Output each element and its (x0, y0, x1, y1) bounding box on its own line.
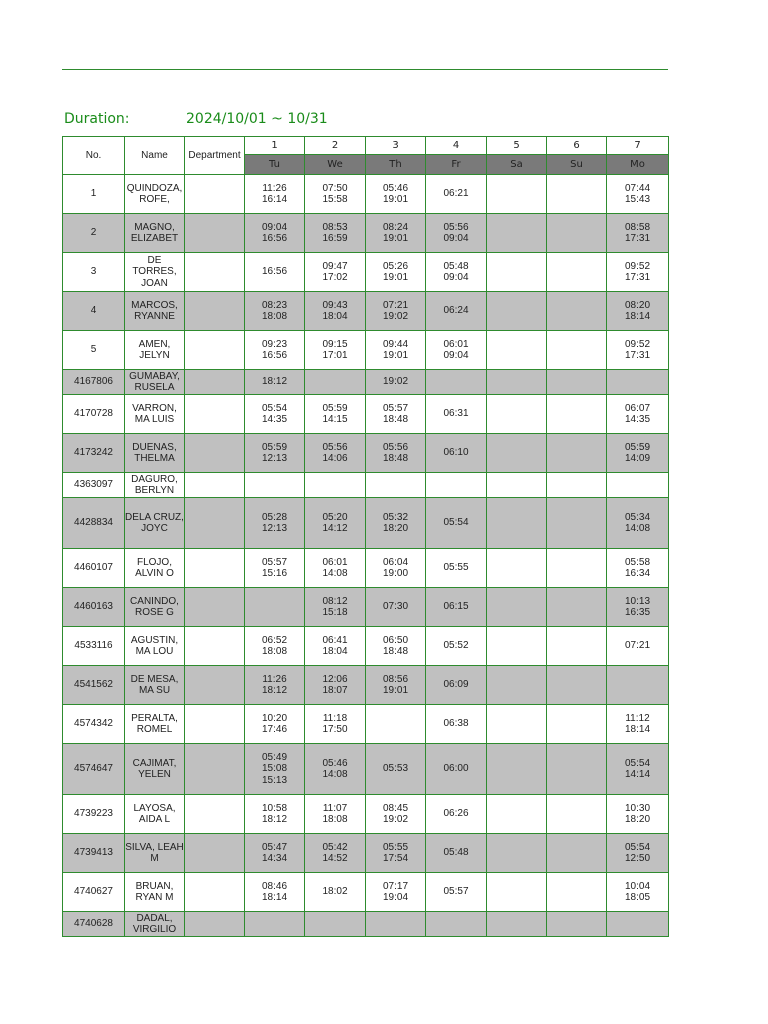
time-cell (487, 873, 547, 912)
time-cell (487, 588, 547, 627)
time-cell: 09:43 18:04 (305, 292, 366, 331)
time-cell: 06:24 (426, 292, 487, 331)
employee-department (185, 434, 245, 473)
time-cell: 08:20 18:14 (607, 292, 669, 331)
time-cell (547, 588, 607, 627)
time-cell: 05:56 14:06 (305, 434, 366, 473)
employee-name: MARCOS, RYANNE (125, 292, 185, 331)
employee-no: 4167806 (63, 370, 125, 395)
day-name: We (305, 155, 366, 175)
time-cell: 10:13 16:35 (607, 588, 669, 627)
time-cell (547, 292, 607, 331)
time-cell: 05:55 17:54 (366, 834, 426, 873)
employee-no: 4574342 (63, 705, 125, 744)
time-cell: 08:53 16:59 (305, 214, 366, 253)
employee-department (185, 588, 245, 627)
time-cell: 05:48 09:04 (426, 253, 487, 292)
time-cell (547, 744, 607, 795)
day-number: 2 (305, 137, 366, 155)
time-cell: 07:30 (366, 588, 426, 627)
time-cell (547, 473, 607, 498)
table-row (63, 292, 669, 331)
time-cell (547, 912, 607, 937)
time-cell: 05:54 (426, 498, 487, 549)
time-cell (487, 253, 547, 292)
time-cell (547, 253, 607, 292)
table-row (63, 175, 669, 214)
employee-name: AGUSTIN, MA LOU (125, 627, 185, 666)
employee-no: 5 (63, 331, 125, 370)
employee-department (185, 795, 245, 834)
time-cell: 05:58 16:34 (607, 549, 669, 588)
time-cell (607, 370, 669, 395)
table-row (63, 214, 669, 253)
employee-department (185, 744, 245, 795)
time-cell (547, 434, 607, 473)
table-row (63, 744, 669, 795)
time-cell (305, 912, 366, 937)
time-cell: 05:57 18:48 (366, 395, 426, 434)
time-cell (487, 744, 547, 795)
employee-department (185, 666, 245, 705)
time-cell (547, 175, 607, 214)
employee-no: 4460163 (63, 588, 125, 627)
time-cell: 12:06 18:07 (305, 666, 366, 705)
time-cell: 11:26 18:12 (245, 666, 305, 705)
time-cell (426, 473, 487, 498)
employee-department (185, 395, 245, 434)
time-cell: 09:15 17:01 (305, 331, 366, 370)
employee-department (185, 627, 245, 666)
table-row (63, 370, 669, 395)
time-cell: 06:00 (426, 744, 487, 795)
time-cell: 09:52 17:31 (607, 331, 669, 370)
time-cell: 18:12 (245, 370, 305, 395)
time-cell: 05:55 (426, 549, 487, 588)
time-cell (547, 873, 607, 912)
time-cell: 05:59 12:13 (245, 434, 305, 473)
time-cell (487, 331, 547, 370)
time-cell: 05:59 14:15 (305, 395, 366, 434)
employee-name: DE TORRES, JOAN (125, 253, 185, 292)
time-cell (305, 473, 366, 498)
time-cell: 08:45 19:02 (366, 795, 426, 834)
time-cell: 06:50 18:48 (366, 627, 426, 666)
time-cell: 06:15 (426, 588, 487, 627)
employee-name: DAGURO, BERLYN (125, 473, 185, 498)
time-cell (487, 834, 547, 873)
employee-no: 4170728 (63, 395, 125, 434)
employee-department (185, 473, 245, 498)
time-cell: 11:26 16:14 (245, 175, 305, 214)
day-number: 4 (426, 137, 487, 155)
day-number: 1 (245, 137, 305, 155)
employee-department (185, 549, 245, 588)
employee-no: 1 (63, 175, 125, 214)
day-name: Mo (607, 155, 669, 175)
employee-name: SILVA, LEAH M (125, 834, 185, 873)
table-row (63, 666, 669, 705)
time-cell (607, 912, 669, 937)
time-cell (487, 370, 547, 395)
time-cell: 18:02 (305, 873, 366, 912)
time-cell: 05:53 (366, 744, 426, 795)
table-row (63, 549, 669, 588)
employee-no: 4 (63, 292, 125, 331)
attendance-table (62, 136, 669, 937)
day-name: Tu (245, 155, 305, 175)
employee-department (185, 331, 245, 370)
employee-department (185, 175, 245, 214)
employee-no: 4574647 (63, 744, 125, 795)
time-cell (547, 214, 607, 253)
time-cell: 06:10 (426, 434, 487, 473)
time-cell (487, 627, 547, 666)
time-cell (487, 912, 547, 937)
time-cell: 10:30 18:20 (607, 795, 669, 834)
employee-name: QUINDOZA, ROFE, (125, 175, 185, 214)
employee-no: 4460107 (63, 549, 125, 588)
time-cell: 07:17 19:04 (366, 873, 426, 912)
time-cell: 09:04 16:56 (245, 214, 305, 253)
employee-department (185, 370, 245, 395)
table-row (63, 588, 669, 627)
time-cell: 08:56 19:01 (366, 666, 426, 705)
employee-name: CAJIMAT, YELEN (125, 744, 185, 795)
day-number: 7 (607, 137, 669, 155)
time-cell: 05:56 18:48 (366, 434, 426, 473)
employee-no: 4739223 (63, 795, 125, 834)
time-cell (245, 588, 305, 627)
time-cell (487, 549, 547, 588)
time-cell: 07:50 15:58 (305, 175, 366, 214)
time-cell (487, 705, 547, 744)
time-cell (426, 370, 487, 395)
table-row (63, 473, 669, 498)
duration-value: 2024/10/01 ~ 10/31 (186, 111, 328, 127)
time-cell: 09:44 19:01 (366, 331, 426, 370)
time-cell: 09:23 16:56 (245, 331, 305, 370)
time-cell: 06:26 (426, 795, 487, 834)
time-cell: 06:52 18:08 (245, 627, 305, 666)
time-cell (487, 292, 547, 331)
time-cell (245, 912, 305, 937)
time-cell (547, 795, 607, 834)
time-cell: 06:31 (426, 395, 487, 434)
day-number: 3 (366, 137, 426, 155)
time-cell (607, 473, 669, 498)
day-name: Fr (426, 155, 487, 175)
employee-no: 4363097 (63, 473, 125, 498)
time-cell (547, 666, 607, 705)
employee-name: DUENAS, THELMA (125, 434, 185, 473)
time-cell: 05:32 18:20 (366, 498, 426, 549)
employee-department (185, 834, 245, 873)
employee-name: AMEN, JELYN (125, 331, 185, 370)
time-cell: 06:04 19:00 (366, 549, 426, 588)
time-cell: 05:28 12:13 (245, 498, 305, 549)
time-cell: 06:38 (426, 705, 487, 744)
employee-no: 4173242 (63, 434, 125, 473)
table-row (63, 795, 669, 834)
employee-name: MAGNO, ELIZABET (125, 214, 185, 253)
time-cell: 11:12 18:14 (607, 705, 669, 744)
time-cell: 05:34 14:08 (607, 498, 669, 549)
duration-label: Duration: (64, 111, 130, 127)
time-cell (426, 912, 487, 937)
time-cell (366, 912, 426, 937)
employee-name: DE MESA, MA SU (125, 666, 185, 705)
time-cell (547, 834, 607, 873)
employee-no: 4740628 (63, 912, 125, 937)
time-cell (366, 705, 426, 744)
employee-no: 4740627 (63, 873, 125, 912)
employee-no: 4428834 (63, 498, 125, 549)
time-cell: 16:56 (245, 253, 305, 292)
time-cell: 19:02 (366, 370, 426, 395)
time-cell (607, 666, 669, 705)
employee-department (185, 253, 245, 292)
employee-no: 3 (63, 253, 125, 292)
day-number: 6 (547, 137, 607, 155)
time-cell: 05:57 15:16 (245, 549, 305, 588)
time-cell: 07:21 19:02 (366, 292, 426, 331)
employee-department (185, 705, 245, 744)
time-cell (487, 395, 547, 434)
time-cell (487, 666, 547, 705)
time-cell (487, 795, 547, 834)
employee-name: DADAL, VIRGILIO (125, 912, 185, 937)
time-cell: 07:44 15:43 (607, 175, 669, 214)
employee-department (185, 912, 245, 937)
employee-no: 4533116 (63, 627, 125, 666)
time-cell: 05:54 14:14 (607, 744, 669, 795)
time-cell: 10:04 18:05 (607, 873, 669, 912)
time-cell: 08:58 17:31 (607, 214, 669, 253)
day-name: Sa (487, 155, 547, 175)
day-name: Su (547, 155, 607, 175)
day-number: 5 (487, 137, 547, 155)
time-cell: 06:09 (426, 666, 487, 705)
time-cell (487, 214, 547, 253)
table-row (63, 395, 669, 434)
table-row (63, 834, 669, 873)
time-cell (547, 370, 607, 395)
time-cell: 08:23 18:08 (245, 292, 305, 331)
time-cell: 05:20 14:12 (305, 498, 366, 549)
employee-no: 2 (63, 214, 125, 253)
employee-department (185, 292, 245, 331)
time-cell: 06:41 18:04 (305, 627, 366, 666)
employee-name: FLOJO, ALVIN O (125, 549, 185, 588)
time-cell: 06:07 14:35 (607, 395, 669, 434)
table-row (63, 434, 669, 473)
time-cell (547, 627, 607, 666)
employee-name: VARRON, MA LUIS (125, 395, 185, 434)
column-header-no: No. (63, 137, 125, 175)
time-cell: 05:46 14:08 (305, 744, 366, 795)
time-cell: 06:01 09:04 (426, 331, 487, 370)
employee-name: LAYOSA, AIDA L (125, 795, 185, 834)
day-name: Th (366, 155, 426, 175)
employee-department (185, 214, 245, 253)
column-header-name: Name (125, 137, 185, 175)
employee-no: 4541562 (63, 666, 125, 705)
time-cell: 11:07 18:08 (305, 795, 366, 834)
table-row (63, 253, 669, 292)
employee-name: CANINDO, ROSE G (125, 588, 185, 627)
time-cell: 05:54 14:35 (245, 395, 305, 434)
time-cell (245, 473, 305, 498)
time-cell (487, 434, 547, 473)
table-row (63, 331, 669, 370)
time-cell: 09:52 17:31 (607, 253, 669, 292)
column-header-department: Department (185, 137, 245, 175)
time-cell (487, 175, 547, 214)
time-cell: 05:49 15:08 15:13 (245, 744, 305, 795)
time-cell: 05:56 09:04 (426, 214, 487, 253)
time-cell: 11:18 17:50 (305, 705, 366, 744)
table-row (63, 912, 669, 937)
time-cell: 09:47 17:02 (305, 253, 366, 292)
employee-department (185, 873, 245, 912)
time-cell (487, 498, 547, 549)
time-cell: 06:21 (426, 175, 487, 214)
time-cell: 05:48 (426, 834, 487, 873)
employee-department (185, 498, 245, 549)
header-rule (62, 69, 668, 70)
employee-name: BRUAN, RYAN M (125, 873, 185, 912)
employee-name: PERALTA, ROMEL (125, 705, 185, 744)
time-cell: 05:59 14:09 (607, 434, 669, 473)
time-cell: 10:58 18:12 (245, 795, 305, 834)
time-cell: 08:12 15:18 (305, 588, 366, 627)
time-cell: 06:01 14:08 (305, 549, 366, 588)
time-cell: 10:20 17:46 (245, 705, 305, 744)
time-cell (305, 370, 366, 395)
table-row (63, 498, 669, 549)
table-row (63, 873, 669, 912)
time-cell: 05:54 12:50 (607, 834, 669, 873)
time-cell (366, 473, 426, 498)
employee-name: DELA CRUZ, JOYC (125, 498, 185, 549)
employee-name: GUMABAY, RUSELA (125, 370, 185, 395)
time-cell (547, 705, 607, 744)
time-cell (547, 331, 607, 370)
employee-no: 4739413 (63, 834, 125, 873)
time-cell (547, 498, 607, 549)
time-cell (487, 473, 547, 498)
time-cell: 05:46 19:01 (366, 175, 426, 214)
table-row (63, 705, 669, 744)
time-cell: 05:47 14:34 (245, 834, 305, 873)
time-cell: 05:57 (426, 873, 487, 912)
time-cell: 05:52 (426, 627, 487, 666)
time-cell (547, 395, 607, 434)
time-cell: 05:26 19:01 (366, 253, 426, 292)
time-cell: 07:21 (607, 627, 669, 666)
time-cell: 05:42 14:52 (305, 834, 366, 873)
time-cell (547, 549, 607, 588)
table-row (63, 627, 669, 666)
time-cell: 08:24 19:01 (366, 214, 426, 253)
time-cell: 08:46 18:14 (245, 873, 305, 912)
